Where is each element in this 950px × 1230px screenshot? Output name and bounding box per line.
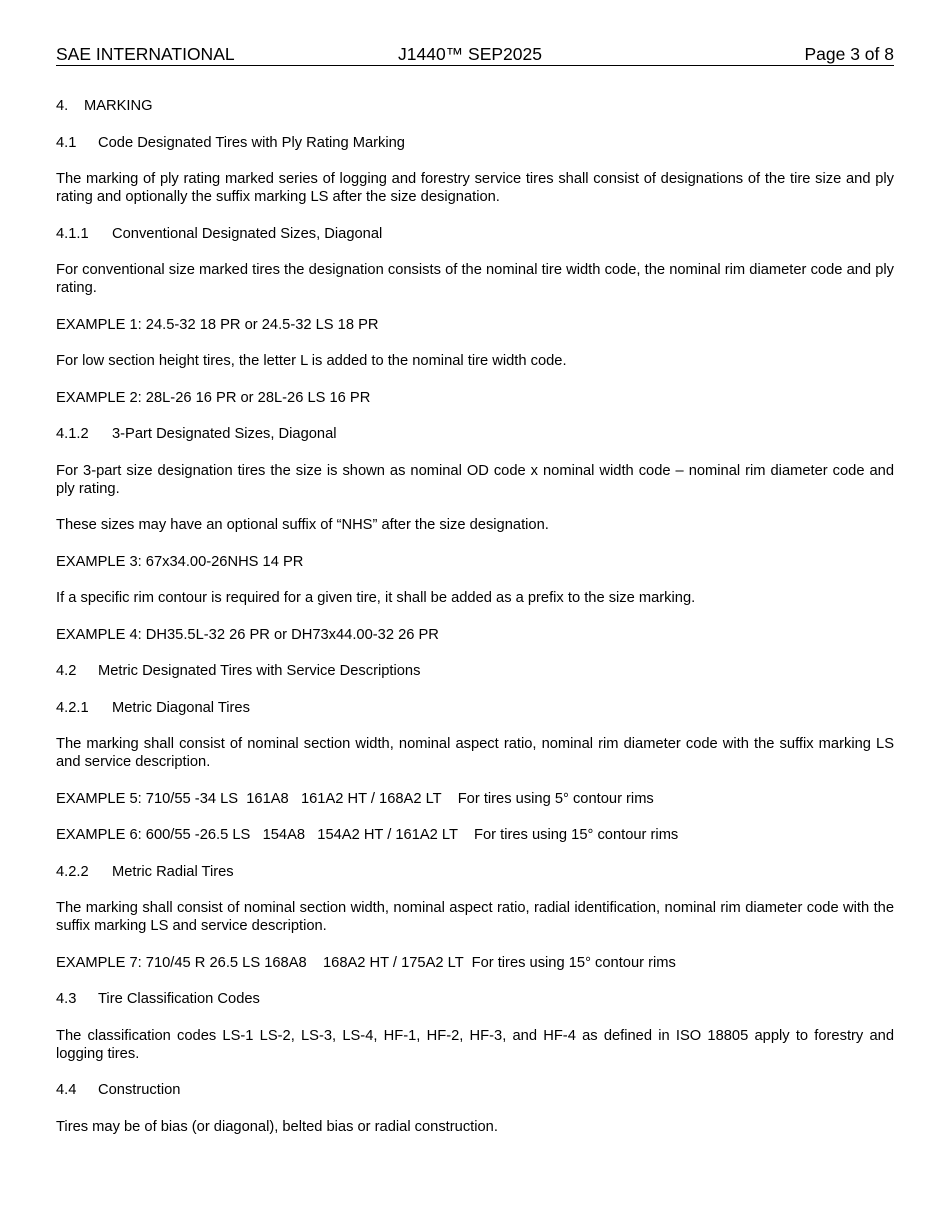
header-organization: SAE INTERNATIONAL — [56, 44, 235, 64]
paragraph-4-1: The marking of ply rating marked series of logging and forestry service tires shall consist of designations of the tire size and ply rating and optionally the suffix marking LS after the size designation. — [56, 171, 894, 205]
paragraph-4-1-2-c: If a specific rim contour is required for a given tire, it shall be added as a prefix to the size marking. — [56, 590, 696, 606]
section-number: 4.1 — [56, 134, 77, 151]
section-number: 4.3 — [56, 991, 77, 1007]
header-document-id: J1440™ SEP2025 — [398, 44, 542, 64]
section-number: 4.1.1 — [56, 225, 89, 242]
paragraph-4-1-1: For conventional size marked tires the designation consists of the nominal tire width code, the nominal rim diameter code and ply rating. — [56, 262, 894, 296]
paragraph-4-1-2: For 3-part size designation tires the size is shown as nominal OD code x nominal width code – nominal rim diameter code and ply rating. — [56, 462, 894, 497]
example-6: EXAMPLE 6: 600/55 -26.5 LS 154A8 154A2 HT / 161A2 LT For tires using 15° contour rims — [56, 827, 679, 843]
section-number: 4.2.1 — [56, 699, 89, 716]
section-title: 3-Part Designated Sizes, Diagonal — [112, 426, 337, 442]
section-title: Tire Classification Codes — [98, 991, 260, 1007]
paragraph-4-3: The classification codes LS-1 LS-2, LS-3, LS-4, HF-1, HF-2, HF-3, and HF-4 as defined in ISO 18805 apply to forestry and logging tires. — [56, 1027, 894, 1062]
section-title: Metric Designated Tires with Service Descriptions — [98, 663, 421, 679]
example-7: EXAMPLE 7: 710/45 R 26.5 LS 168A8 168A2 HT / 175A2 LT For tires using 15° contour rims — [56, 954, 676, 971]
section-heading-4-4 — [56, 1081, 894, 1099]
section-number: 4.2 — [56, 663, 77, 679]
example-4: EXAMPLE 4: DH35.5L-32 26 PR or DH73x44.00-32 26 PR — [56, 626, 439, 643]
paragraph-4-1-2-b: These sizes may have an optional suffix of “NHS” after the size designation. — [56, 517, 549, 533]
section-title: Code Designated Tires with Ply Rating Marking — [98, 134, 405, 151]
section-number: 4.4 — [56, 1082, 77, 1098]
paragraph-4-2-2: The marking shall consist of nominal section width, nominal aspect ratio, radial identification, nominal rim diameter code with the suffix marking LS and service description. — [56, 900, 894, 934]
example-3: EXAMPLE 3: 67x34.00-26NHS 14 PR — [56, 553, 304, 570]
paragraph-4-2-1: The marking shall consist of nominal section width, nominal aspect ratio, nominal rim diameter code with the suffix marking LS and service description. — [56, 736, 894, 770]
section-heading-4-2-1 — [56, 699, 894, 717]
section-heading-4-3 — [56, 990, 894, 1008]
section-heading-4-2-2 — [56, 863, 894, 881]
section-title: Conventional Designated Sizes, Diagonal — [112, 225, 383, 242]
section-heading-4-1-1 — [56, 225, 894, 243]
paragraph-4-4: Tires may be of bias (or diagonal), belted bias or radial construction. — [56, 1118, 498, 1135]
document-body — [56, 97, 894, 1154]
section-title: MARKING — [84, 98, 153, 114]
section-heading-4-1 — [56, 134, 894, 152]
section-heading-4-1-2 — [56, 425, 894, 443]
section-number: 4.1.2 — [56, 426, 89, 442]
section-number: 4.2.2 — [56, 863, 89, 880]
header-page-number: Page 3 of 8 — [804, 44, 894, 64]
section-number: 4. — [56, 98, 69, 114]
paragraph-4-1-1-b: For low section height tires, the letter L is added to the nominal tire width code. — [56, 353, 567, 369]
example-1: EXAMPLE 1: 24.5-32 18 PR or 24.5-32 LS 18 PR — [56, 316, 379, 333]
example-2: EXAMPLE 2: 28L-26 16 PR or 28L-26 LS 16 PR — [56, 389, 371, 406]
section-title: Metric Diagonal Tires — [112, 699, 250, 716]
example-5: EXAMPLE 5: 710/55 -34 LS 161A8 161A2 HT / 168A2 LT For tires using 5° contour rims — [56, 790, 654, 807]
section-heading-4-2 — [56, 662, 894, 680]
section-title: Construction — [98, 1082, 181, 1098]
page-header — [56, 43, 894, 66]
section-title: Metric Radial Tires — [112, 863, 234, 880]
section-heading-4 — [56, 97, 894, 115]
